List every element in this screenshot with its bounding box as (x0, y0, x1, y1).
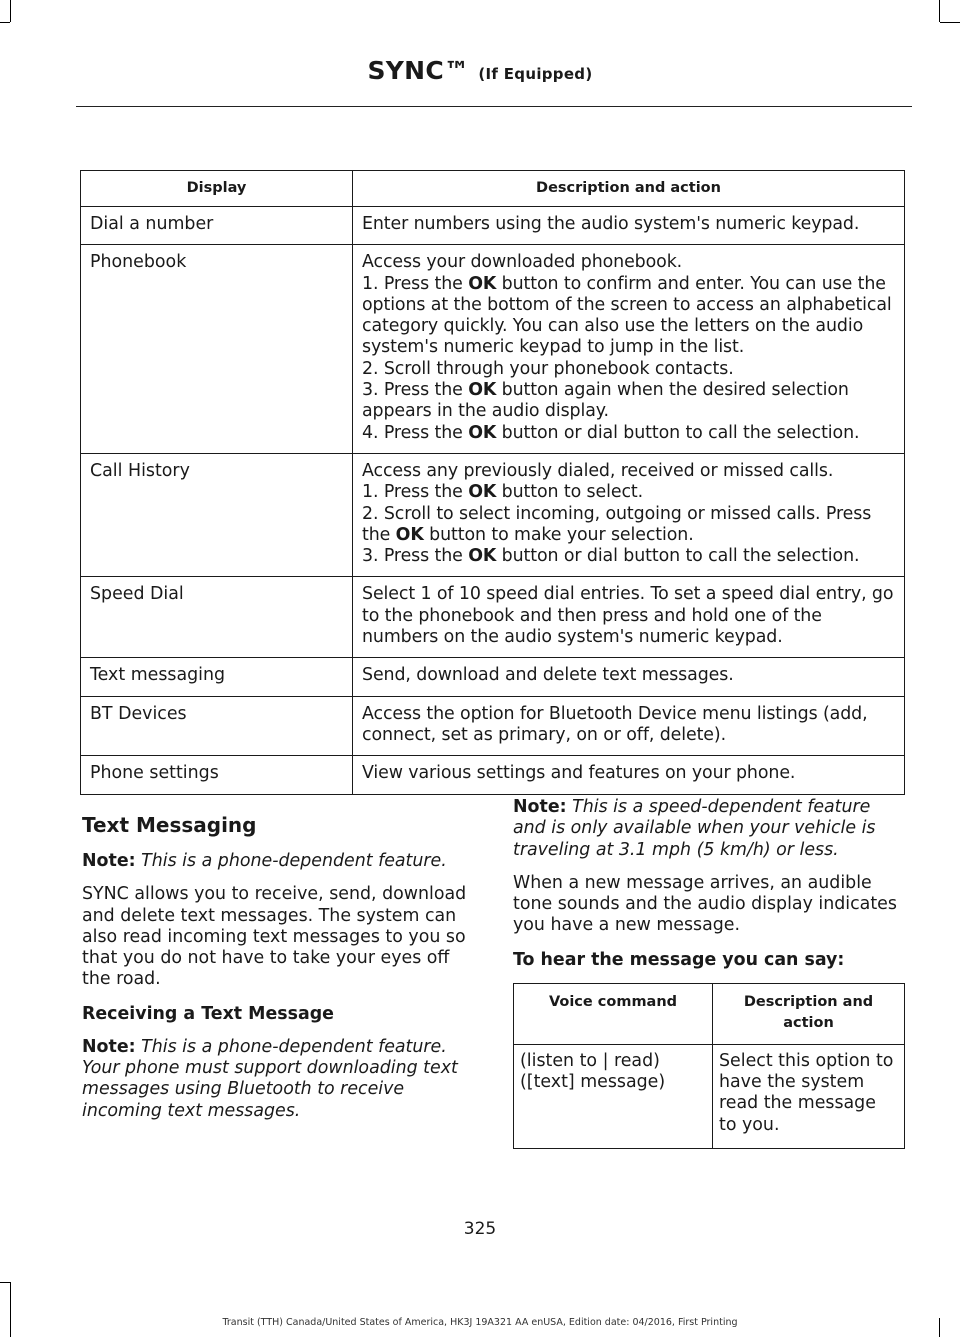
description-line: Access the option for Bluetooth Device menu listings (add, connect, set as primary, on or off, delete). (362, 703, 868, 745)
description-cell (353, 453, 905, 576)
ok-button-label: OK (468, 273, 497, 294)
description-text: 3. Press the (362, 380, 469, 401)
paragraph: SYNC allows you to receive, send, download and delete text messages. The system can also read incoming text messages to you so that you do not have to take your eyes off the road. (82, 884, 467, 990)
display-cell: BT Devices (81, 696, 353, 756)
table-row (81, 245, 905, 454)
header-divider (76, 106, 912, 107)
note-label: Note: (513, 797, 567, 817)
note-label: Note: (82, 1036, 136, 1057)
description-text: button to confirm and enter. You can use the options at the bottom of the screen to access an alphabetical category quickly. You can also use the letters on the audio system's numeric keypad to jump in the list. (362, 273, 892, 358)
crop-mark (0, 1282, 10, 1283)
ok-button-label: OK (468, 482, 497, 503)
table-row (514, 1044, 905, 1148)
ok-button-label: OK (468, 546, 497, 567)
table-row (81, 577, 905, 658)
crop-mark (10, 1282, 11, 1337)
description-cell (353, 696, 905, 756)
column-header-description: Description and action (353, 171, 905, 207)
column-header-description: Description and action (713, 983, 905, 1044)
page-header (0, 56, 960, 85)
description-text: 1. Press the (362, 273, 469, 294)
crop-mark (939, 0, 940, 22)
note (82, 851, 477, 872)
ok-button-label: OK (468, 422, 497, 443)
display-cell: Speed Dial (81, 577, 353, 658)
voice-command-cell: (listen to | read) ([text] message) (514, 1044, 713, 1148)
left-column (82, 812, 477, 1134)
description-line (362, 423, 898, 444)
column-header-voice-command: Voice command (514, 983, 713, 1044)
section-heading: Text Messaging (82, 813, 257, 837)
description-text: 1. Press the (362, 482, 469, 503)
description-cell (353, 207, 905, 245)
description-text: button again when the desired selection appears in the audio display. (362, 380, 849, 422)
description-text: 3. Press the (362, 546, 469, 567)
description-cell: Select this option to have the system read the message to you. (713, 1044, 905, 1148)
description-line: Access any previously dialed, received or missed calls. (362, 460, 834, 481)
description-text: button or dial button to call the selection. (496, 422, 860, 443)
right-column (513, 797, 908, 1149)
column-header-display: Display (81, 171, 353, 207)
display-cell: Text messaging (81, 658, 353, 696)
description-line (362, 504, 898, 547)
table-body (81, 207, 905, 795)
description-text: button to make your selection. (423, 524, 694, 545)
voice-command-table (513, 983, 905, 1149)
table-row (81, 658, 905, 696)
crop-mark (10, 0, 11, 22)
description-line: Select 1 of 10 speed dial entries. To set a speed dial entry, go to the phonebook and then press and hold one of the numbers on the audio system's numeric keypad. (362, 584, 894, 648)
display-cell: Phone settings (81, 756, 353, 794)
crop-mark (0, 22, 10, 23)
subsection-heading: To hear the message you can say: (513, 949, 845, 970)
table-header-row (514, 983, 905, 1044)
note-text: This is a speed-dependent feature and is only available when your vehicle is traveling at 3.1 mph (5 km/h) or less. (513, 797, 876, 860)
header-title: SYNC™ (367, 56, 470, 85)
page-footer: Transit (TTH) Canada/United States of America, HK3J 19A321 AA enUSA, Edition date: 04/2016, First Printing (222, 1317, 738, 1328)
table-row (81, 756, 905, 794)
description-line (362, 380, 898, 423)
table-header-row (81, 171, 905, 207)
table-row (81, 207, 905, 245)
description-cell (353, 658, 905, 696)
description-line: Access your downloaded phonebook. (362, 252, 683, 273)
phone-menu-table (80, 170, 905, 795)
crop-mark (940, 22, 960, 23)
description-line (362, 482, 898, 503)
note (82, 1037, 477, 1122)
description-text: 2. Scroll to select incoming, outgoing or missed calls. Press the (362, 503, 872, 545)
description-text: 4. Press the (362, 422, 469, 443)
description-line: View various settings and features on your phone. (362, 763, 796, 784)
description-text: button or dial button to call the selection. (496, 546, 860, 567)
header-subtitle: (If Equipped) (478, 65, 593, 83)
display-cell: Phonebook (81, 245, 353, 454)
table-row (81, 453, 905, 576)
note-text: This is a phone-dependent feature. Your phone must support downloading text messages using Bluetooth to receive incoming text messages. (82, 1036, 458, 1121)
paragraph: When a new message arrives, an audible tone sounds and the audio display indicates you have a new message. (513, 872, 897, 936)
description-cell (353, 245, 905, 454)
subsection-heading: Receiving a Text Message (82, 1003, 334, 1024)
page-number: 325 (463, 1219, 497, 1239)
description-line (362, 274, 898, 359)
note-label: Note: (82, 851, 136, 871)
table-row (81, 696, 905, 756)
description-line: Enter numbers using the audio system's numeric keypad. (362, 214, 860, 234)
note (513, 797, 908, 861)
description-line: 2. Scroll through your phonebook contacts. (362, 358, 734, 379)
display-cell: Call History (81, 453, 353, 576)
description-cell (353, 756, 905, 794)
description-text: button to select. (496, 482, 644, 503)
description-line: Send, download and delete text messages. (362, 665, 734, 686)
ok-button-label: OK (468, 380, 497, 401)
note-text: This is a phone-dependent feature. (141, 851, 447, 871)
display-cell: Dial a number (81, 207, 353, 245)
description-line (362, 546, 898, 567)
ok-button-label: OK (395, 524, 424, 545)
description-cell (353, 577, 905, 658)
